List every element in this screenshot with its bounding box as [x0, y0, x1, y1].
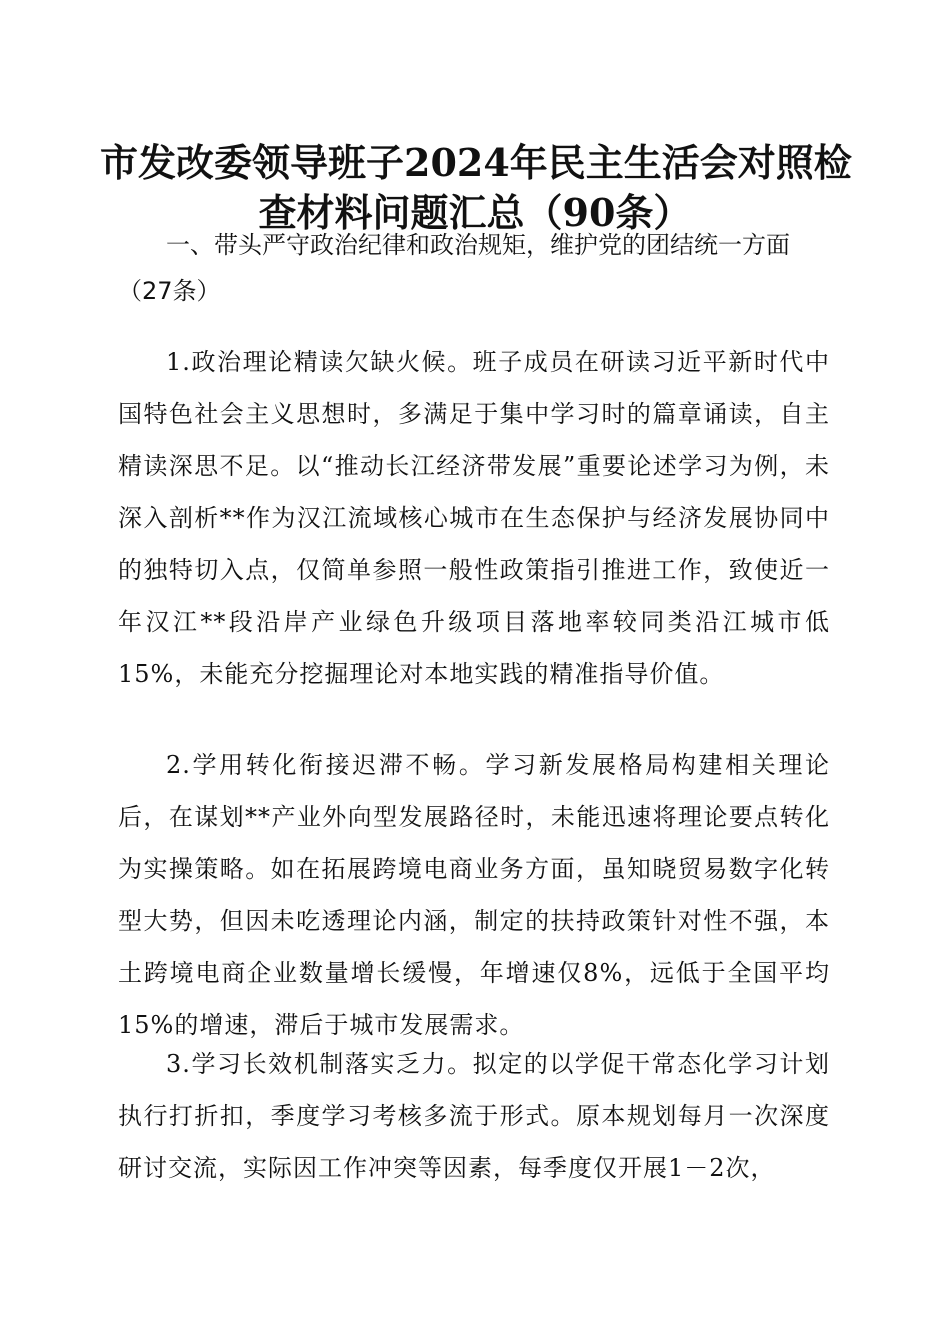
- title-line-1: 市发改委领导班子2024年民主生活会对照检: [100, 140, 852, 185]
- paragraph-3: 3.学习长效机制落实乏力。拟定的以学促干常态化学习计划执行打折扣，季度学习考核多流于形式。原本规划每月一次深度研讨交流，实际因工作冲突等因素，每季度仅开展1－2次，: [118, 1050, 830, 1182]
- section-heading: 一、带头严守政治纪律和政治规矩，维护党的团结统一方面（27条）: [118, 231, 790, 305]
- paragraph-2: 2.学用转化衔接迟滞不畅。学习新发展格局构建相关理论后，在谋划**产业外向型发展路径时，未能迅速将理论要点转化为实操策略。如在拓展跨境电商业务方面，虽知晓贸易数字化转型大势，但因未吃透理论内涵，制定的扶持政策针对性不强，本土跨境电商企业数量增长缓慢，年增速仅8%，远低于全国平均15%的增速，滞后于城市发展需求。: [118, 751, 830, 1039]
- title-line-2: 查材料问题汇总（90条）: [258, 190, 692, 235]
- paragraph-1: 1.政治理论精读欠缺火候。班子成员在研读习近平新时代中国特色社会主义思想时，多满足于集中学习时的篇章诵读，自主精读深思不足。以“推动长江经济带发展”重要论述学习为例，未深入剖析**作为汉江流域核心城市在生态保护与经济发展协同中的独特切入点，仅简单参照一般性政策指引推进工作，致使近一年汉江**段沿岸产业绿色升级项目落地率较同类沿江城市低15%，未能充分挖掘理论对本地实践的精准指导价值。: [118, 348, 830, 688]
